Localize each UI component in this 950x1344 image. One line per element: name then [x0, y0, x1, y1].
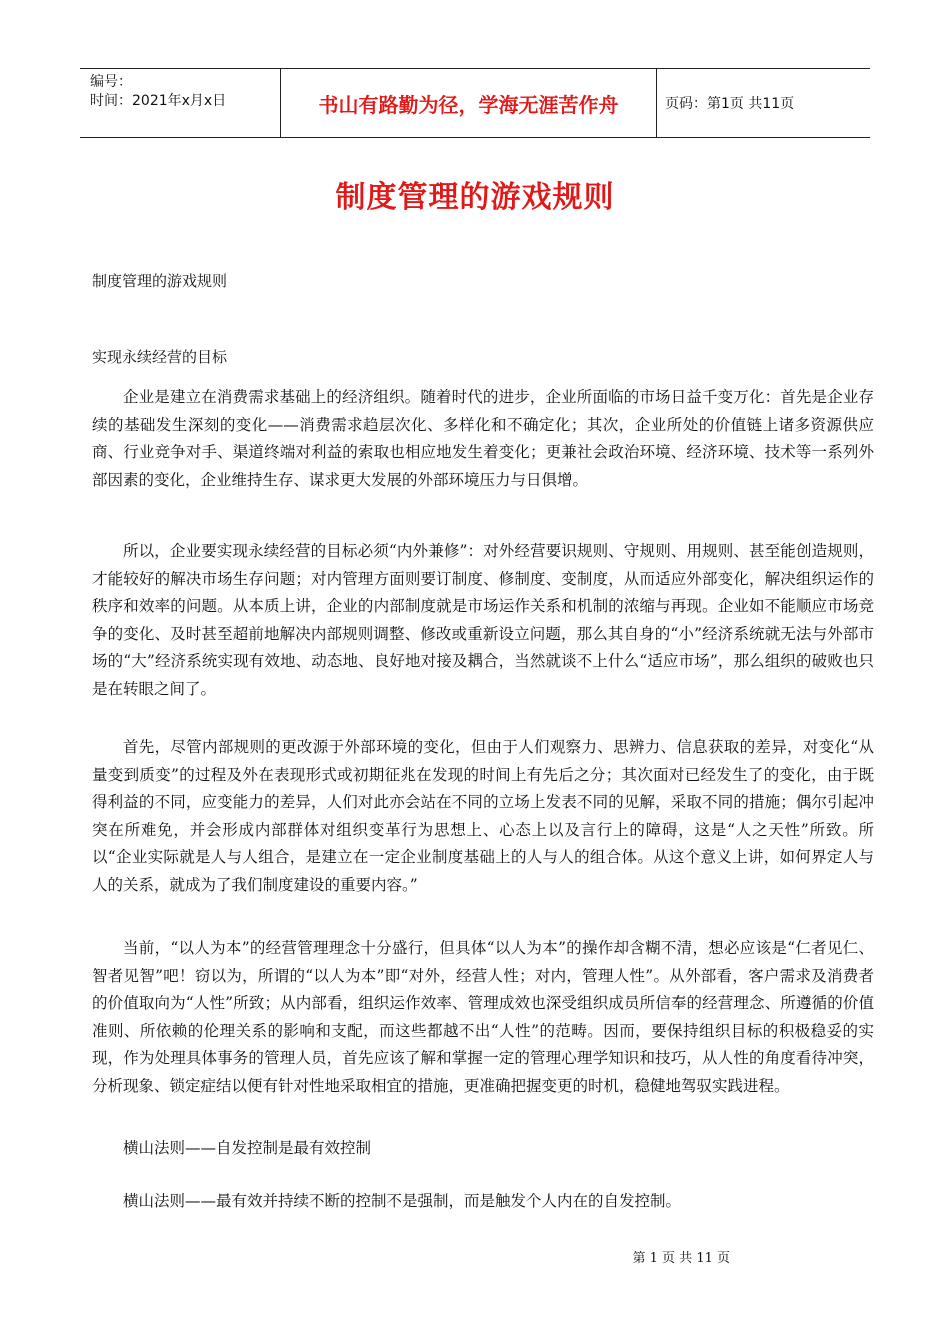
doc-date-label: 时间：2021年x月x日: [90, 93, 227, 109]
document-subtitle: 制度管理的游戏规则: [92, 272, 228, 290]
section-heading: 实现永续经营的目标: [92, 348, 228, 366]
paragraph-4: 当前，“以人为本”的经营管理理念十分盛行，但具体“以人为本”的操作却含糊不清，想必应该是“仁者见仁、智者见智”吧！窃以为，所谓的“以人为本”即“对外，经营人性；对内，管理人性”。从外部看，客户需求及消费者的价值取向为“人性”所致；从内部看，组织运作效率、管理成效也深受组织成员所信奉的经营理念、所遵循的价值准则、所依赖的伦理关系的影响和支配，而这些都越不出“人性”的范畴。因而，要保持组织目标的积极稳妥的实现，作为处理具体事务的管理人员，首先应该了解和掌握一定的管理心理学知识和技巧，从人性的角度看待冲突，分析现象、锁定症结以便有针对性地采取相宜的措施，更准确把握变更的时机，稳健地驾驭实践进程。: [92, 939, 874, 1095]
paragraph-2: 所以，企业要实现永续经营的目标必须“内外兼修”：对外经营要识规则、守规则、用规则、甚至能创造规则，才能较好的解决市场生存问题；对内管理方面则要订制度、修制度、变制度，从而适应外部变化，解决组织运作的秩序和效率的问题。从本质上讲，企业的内部制度就是市场运作关系和机制的浓缩与再现。企业如不能顺应市场竞争的变化、及时甚至超前地解决内部规则调整、修改或重新设立问题，那么其自身的“小”经济系统就无法与外部市场的“大”经济系统实现有效地、动态地、良好地对接及耦合，当然就谈不上什么“适应市场”，那么组织的破败也只是在转眼之间了。: [92, 542, 874, 698]
paragraph-3: 首先，尽管内部规则的更改源于外部环境的变化，但由于人们观察力、思辨力、信息获取的差异，对变化“从量变到质变”的过程及外在表现形式或初期征兆在发现的时间上有先后之分；其次面对已经发生了的变化，由于既得利益的不同，应变能力的差异，人们对此亦会站在不同的立场上发表不同的见解，采取不同的措施；偶尔引起冲突在所难免，并会形成内部群体对组织变革行为思想上、心态上以及言行上的障碍，这是“人之天性”所致。所以“企业实际就是人与人组合，是建立在一定企业制度基础上的人与人的组合体。从这个意义上讲，如何界定人与人的关系，就成为了我们制度建设的重要内容。”: [92, 738, 874, 894]
document-title: 制度管理的游戏规则: [335, 180, 615, 215]
page-footer: 第 1 页 共 11 页: [632, 1251, 730, 1266]
paragraph-1: 企业是建立在消费需求基础上的经济组织。随着时代的进步，企业所面临的市场日益千变万化：首先是企业存续的基础发生深刻的变化——消费需求趋层次化、多样化和不确定化；其次，企业所处的价值链上诸多资源供应商、行业竞争对手、渠道终端对利益的索取也相应地发生着变化；更兼社会政治环境、经济环境、技术等一系列外部因素的变化，企业维持生存、谋求更大发展的外部环境压力与日俱增。: [92, 388, 874, 489]
header-page-info: 页码：第1页 共11页: [665, 96, 795, 112]
heading-yokoyama-law: 横山法则——自发控制是最有效控制: [123, 1139, 372, 1157]
header-motto: 书山有路勤为径，学海无涯苦作舟: [281, 69, 657, 137]
paragraph-yokoyama-law: 横山法则——最有效并持续不断的控制不是强制，而是触发个人内在的自发控制。: [123, 1192, 682, 1210]
header-left-cell: [80, 69, 281, 137]
doc-number-label: 编号：: [90, 74, 132, 90]
page-header: [80, 68, 870, 138]
